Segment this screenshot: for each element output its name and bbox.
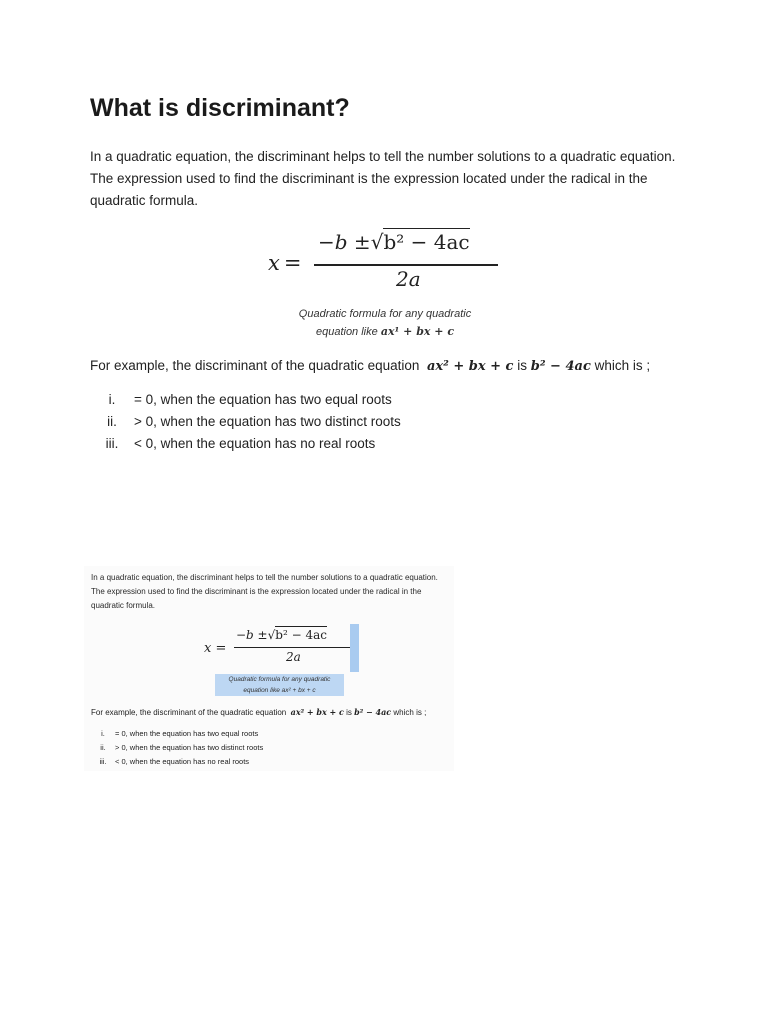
formula-lhs: x = [268,251,302,275]
example-sentence: For example, the discriminant of the quadratic equation ax² + bx + c is b² − 4ac which is ; [90,358,651,374]
formula-radicand: b² − 4ac [383,230,470,254]
example-equation: ax² + bx + c [426,359,514,374]
intro-paragraph: In a quadratic equation, the discriminant helps to tell the number solutions to a quadratic equation. The expression used to find the discriminant is the expression located under the radical in the quadratic formula. [90,149,676,208]
list-item: iii. < 0, when the equation has no real roots [99,757,250,766]
roots-list [90,389,401,455]
example-discriminant: b² − 4ac [530,359,591,374]
formula-denominator: 2a [396,267,421,291]
sqrt-icon: √ [267,628,276,642]
embedded-quadratic-formula: x = −b ±√b² − 4ac 2a [204,624,354,668]
list-item: ii. > 0, when the equation has two distinct roots [107,414,401,429]
quadratic-formula [268,226,508,292]
embedded-intro-paragraph: In a quadratic equation, the discriminant helps to tell the number solutions to a quadratic equation. The expression used to find the discriminant is the expression located under the radical in the quadratic formula. [91,573,438,610]
list-item: i. = 0, when the equation has two equal roots [101,729,259,738]
list-item: ii. > 0, when the equation has two distinct roots [100,743,264,752]
embedded-roots-list [91,727,263,769]
page-title: What is discriminant? [90,94,350,122]
list-item: iii. < 0, when the equation has no real roots [105,436,376,451]
fraction-bar [314,264,498,266]
selection-highlight [350,624,359,672]
formula-numerator: −b ±√b² − 4ac [318,230,470,254]
embedded-example-sentence: For example, the discriminant of the quadratic equation ax² + bx + c is b² − 4ac which is ; [91,707,427,717]
sqrt-icon: √ [370,230,384,254]
list-item: i. = 0, when the equation has two equal roots [108,392,392,407]
embedded-formula-caption: Quadratic formula for any quadratic equation like ax² + bx + c [215,674,344,696]
fraction-bar [234,647,351,648]
formula-caption: Quadratic formula for any quadratic equation like ax¹ + bx + c [298,308,472,338]
embedded-screenshot [84,566,454,771]
